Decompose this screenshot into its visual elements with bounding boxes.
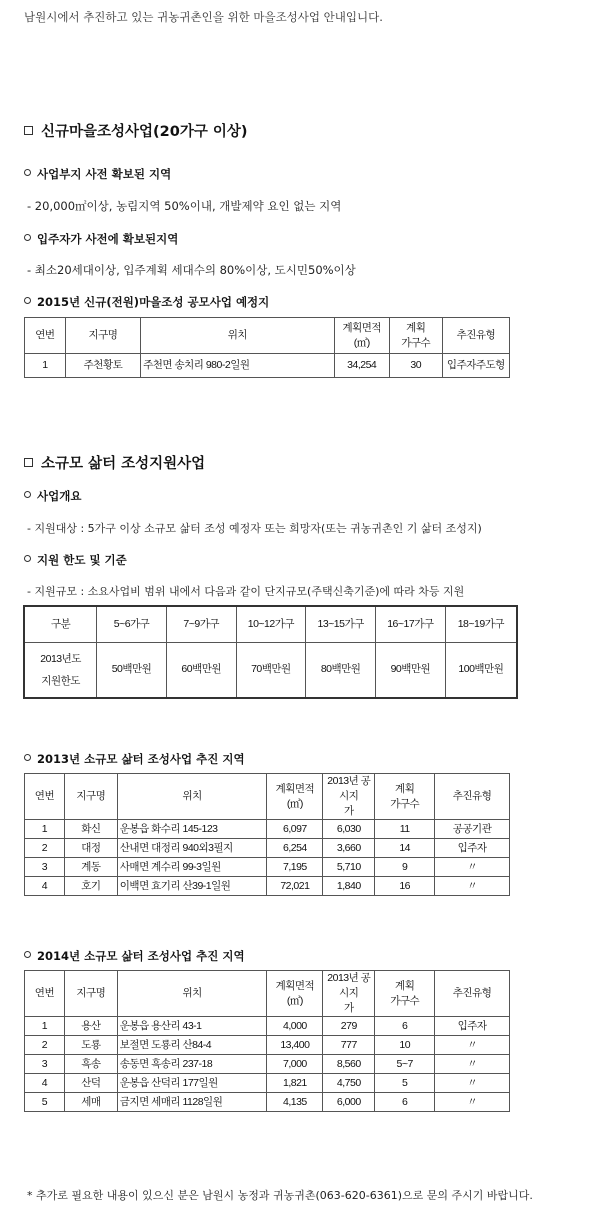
circle-bullet-icon — [24, 555, 31, 562]
subsection-title-site-secured: 사업부지 사전 확보된 지역 — [24, 166, 171, 182]
residents-secured-description: - 최소20세대이상, 입주계획 세대수의 80%이상, 도시민50%이상 — [27, 263, 356, 277]
subsection-title-2013: 2013년 소규모 삶터 조성사업 추진 지역 — [24, 751, 245, 767]
support-scale-description: - 지원규모 : 소요사업비 범위 내에서 다음과 같이 단지규모(주택신축기준)에 따라 차등 지원 — [27, 585, 465, 598]
table-row: 3 계동 사매면 계수리 99-3일원 7,195 5,710 9 〃 — [25, 858, 510, 877]
footer-contact-note: * 추가로 필요한 내용이 있으신 분은 남원시 농정과 귀농귀촌(063-620-6361)으로 문의 주시기 바랍니다. — [27, 1189, 533, 1202]
table-row: 2013년도 지원한도 50백만원 60백만원 70백만원 80백만원 90백만원 100백만원 — [24, 642, 517, 698]
table-2015-new-village — [24, 317, 510, 378]
table-row: 1 주천황토 주천면 송치리 980-2일원 34,254 30 입주자주도형 — [25, 354, 510, 378]
table-header-row: 연번 지구명 위치 계획면적 (㎡) 계획 가구수 추진유형 — [25, 318, 510, 354]
square-bullet-icon — [24, 126, 33, 135]
table-row: 1 용산 운봉읍 용산리 43-1 4,000 279 6 입주자 — [25, 1017, 510, 1036]
subsection-title-2015-plan: 2015년 신규(전원)마을조성 공모사업 예정지 — [24, 294, 269, 310]
subsection-title-support-limit: 지원 한도 및 기준 — [24, 552, 127, 568]
table-2013-projects — [24, 773, 510, 896]
table-row: 4 산덕 운봉읍 산덕리 177일원 1,821 4,750 5 〃 — [25, 1074, 510, 1093]
table-header-row: 구분 5~6가구 7~9가구 10~12가구 13~15가구 16~17가구 18~19가구 — [24, 606, 517, 642]
table-header-row: 연번 지구명 위치 계획면적 (㎡) 2013년 공시지 가 계획 가구수 추진유형 — [25, 774, 510, 820]
subsection-title-2014: 2014년 소규모 삶터 조성사업 추진 지역 — [24, 948, 245, 964]
circle-bullet-icon — [24, 234, 31, 241]
table-row: 2 도룡 보절면 도룡리 산84-4 13,400 777 10 〃 — [25, 1036, 510, 1055]
square-bullet-icon — [24, 458, 33, 467]
section-title-new-village: 신규마을조성사업(20가구 이상) — [24, 120, 248, 141]
table-row: 1 화신 운봉읍 화수리 145-123 6,097 6,030 11 공공기관 — [25, 820, 510, 839]
circle-bullet-icon — [24, 491, 31, 498]
support-target-description: - 지원대상 : 5가구 이상 소규모 삶터 조성 예정자 또는 희망자(또는 귀농귀촌인 기 삶터 조성지) — [27, 522, 482, 535]
circle-bullet-icon — [24, 754, 31, 761]
circle-bullet-icon — [24, 951, 31, 958]
circle-bullet-icon — [24, 169, 31, 176]
circle-bullet-icon — [24, 297, 31, 304]
table-row: 5 세매 금지면 세매리 1128일원 4,135 6,000 6 〃 — [25, 1093, 510, 1112]
intro-text: 남원시에서 추진하고 있는 귀농귀촌인을 위한 마을조성사업 안내입니다. — [24, 10, 383, 24]
table-row: 4 호기 이백면 효기리 산39-1일원 72,021 1,840 16 〃 — [25, 877, 510, 896]
site-secured-description: - 20,000㎡이상, 농림지역 50%이내, 개발제약 요인 없는 지역 — [27, 199, 342, 213]
table-row: 3 흑송 송동면 흑송리 237-18 7,000 8,560 5~7 〃 — [25, 1055, 510, 1074]
section-title-small-community: 소규모 삶터 조성지원사업 — [24, 452, 205, 473]
table-2014-projects — [24, 970, 510, 1112]
table-row: 2 대정 산내면 대정리 940외3필지 6,254 3,660 14 입주자 — [25, 839, 510, 858]
table-header-row: 연번 지구명 위치 계획면적 (㎡) 2013년 공시지 가 계획 가구수 추진유형 — [25, 971, 510, 1017]
table-support-limit — [23, 605, 518, 699]
subsection-title-residents-secured: 입주자가 사전에 확보된지역 — [24, 231, 178, 247]
subsection-title-overview: 사업개요 — [24, 488, 81, 504]
